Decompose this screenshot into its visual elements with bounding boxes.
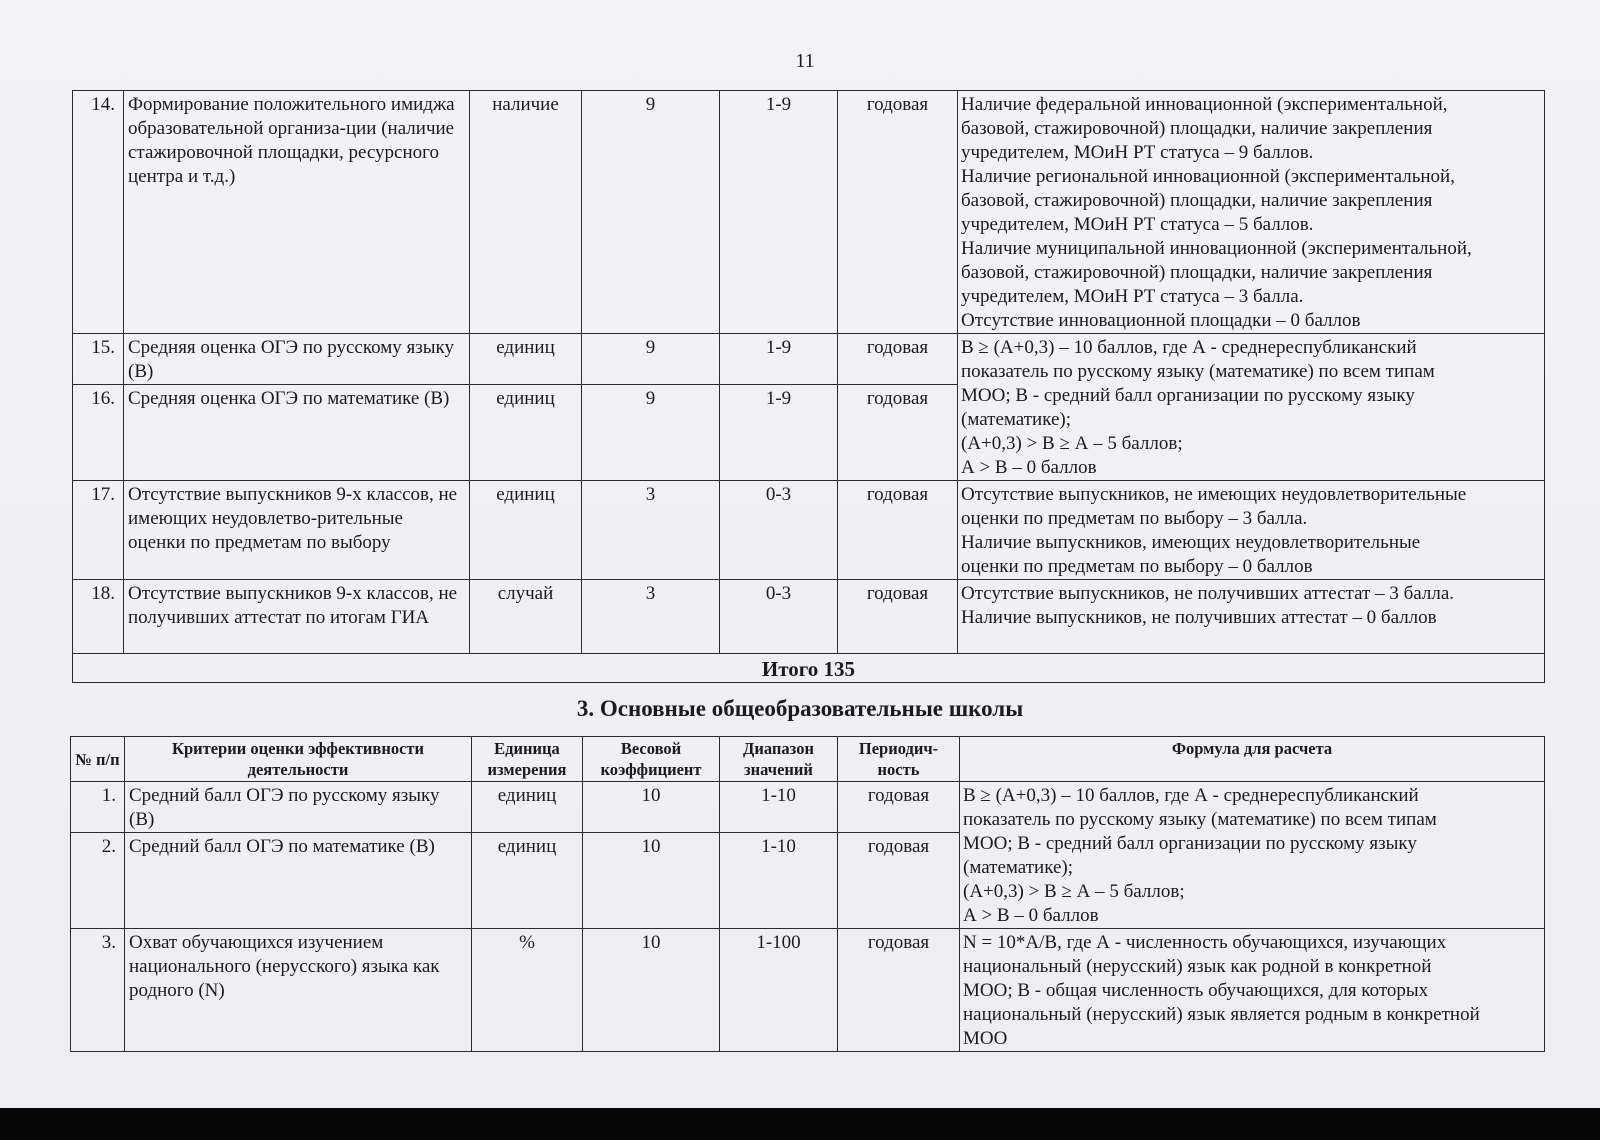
formula-cell (958, 91, 1545, 334)
formula-line: показатель по русскому языку (математике) по всем типам (963, 809, 1437, 830)
table-row (73, 481, 1545, 580)
period-cell: годовая (838, 929, 960, 1052)
formula-line: МОО (963, 1028, 1008, 1049)
formula-line: N = 10*А/В, где А - численность обучающихся, изучающих (963, 932, 1447, 953)
section-title: 3. Основные общеобразовательные школы (576, 696, 1024, 721)
criterion-cell: Средняя оценка ОГЭ по русскому языку (В) (124, 334, 470, 385)
header-weight: Весовой коэффициент (583, 737, 720, 782)
row-number: 3. (71, 929, 125, 1052)
weight-cell: 10 (583, 782, 720, 833)
table-row (71, 782, 1545, 833)
header-range: Диапазон значений (720, 737, 838, 782)
criterion-cell: Охват обучающихся изучением национального (нерусского) языка как родного (N) (125, 929, 472, 1052)
formula-line: учредителем, МОиН РТ статуса – 5 баллов. (961, 214, 1314, 235)
criterion-cell: Средняя оценка ОГЭ по математике (В) (124, 385, 470, 481)
formula-cell (958, 481, 1545, 580)
range-cell: 1-100 (720, 929, 838, 1052)
formula-line: Наличие региональной инновационной (экспериментальной, (961, 166, 1455, 187)
table-row (71, 929, 1545, 1052)
row-number: 2. (71, 833, 125, 929)
formula-line: (математике); (961, 409, 1072, 430)
total-row (73, 654, 1545, 683)
unit-cell: единиц (470, 334, 582, 385)
formula-line: В ≥ (А+0,3) – 10 баллов, где А - среднереспубликанский (961, 337, 1417, 358)
formula-line: показатель по русскому языку (математике) по всем типам (961, 361, 1435, 382)
formula-line: учредителем, МОиН РТ статуса – 9 баллов. (961, 142, 1314, 163)
unit-cell: единиц (470, 385, 582, 481)
scan-bottom-border (0, 1108, 1600, 1140)
weight-cell: 3 (582, 481, 720, 580)
formula-line: оценки по предметам по выбору – 0 баллов (961, 556, 1313, 577)
unit-cell: единиц (472, 782, 583, 833)
formula-line: МОО; В - средний балл организации по русскому языку (961, 385, 1415, 406)
period-cell: годовая (838, 580, 958, 654)
formula-line: (А+0,3) > В ≥ А – 5 баллов; (961, 433, 1183, 454)
formula-line: Наличие выпускников, не получивших аттестат – 0 баллов (961, 607, 1437, 628)
weight-cell: 9 (582, 91, 720, 334)
formula-line: Отсутствие выпускников, не имеющих неудовлетворительные (961, 484, 1467, 505)
range-cell: 0-3 (720, 481, 838, 580)
unit-cell: единиц (470, 481, 582, 580)
formula-line: В ≥ (А+0,3) – 10 баллов, где А - среднереспубликанский (963, 785, 1419, 806)
formula-line: МОО; В - общая численность обучающихся, для которых (963, 980, 1429, 1001)
table-row (73, 334, 1545, 385)
header-criterion: Критерии оценки эффективности деятельности (125, 737, 472, 782)
weight-cell: 9 (582, 385, 720, 481)
unit-cell: % (472, 929, 583, 1052)
range-cell: 1-9 (720, 91, 838, 334)
page-number: 11 (795, 50, 815, 72)
header-period: Периодич-ность (838, 737, 960, 782)
header-formula: Формула для расчета (960, 737, 1545, 782)
row-number: 14. (73, 91, 124, 334)
row-number: 15. (73, 334, 124, 385)
formula-cell (958, 580, 1545, 654)
period-cell: годовая (838, 385, 958, 481)
criteria-table-basic-schools (70, 736, 1545, 1052)
formula-line: базовой, стажировочной) площадки, наличие закрепления (961, 190, 1433, 211)
criterion-cell: Отсутствие выпускников 9-х классов, не имеющих неудовлетво-рительные оценки по предметам по выбору (124, 481, 470, 580)
table-row (73, 91, 1545, 334)
formula-line: Наличие выпускников, имеющих неудовлетворительные (961, 532, 1421, 553)
row-number: 17. (73, 481, 124, 580)
formula-line: Отсутствие инновационной площадки – 0 баллов (961, 310, 1361, 331)
row-number: 18. (73, 580, 124, 654)
formula-line: оценки по предметам по выбору – 3 балла. (961, 508, 1308, 529)
formula-line: национальный (нерусский) язык является родным в конкретной (963, 1004, 1480, 1025)
formula-line: национальный (нерусский) язык как родной в конкретной (963, 956, 1432, 977)
period-cell: годовая (838, 91, 958, 334)
total-label: Итого 135 (73, 654, 1545, 683)
range-cell: 1-9 (720, 334, 838, 385)
formula-line: МОО; В - средний балл организации по русскому языку (963, 833, 1417, 854)
formula-line: базовой, стажировочной) площадки, наличие закрепления (961, 262, 1433, 283)
formula-line: А > В – 0 баллов (961, 457, 1097, 478)
period-cell: годовая (838, 481, 958, 580)
formula-cell (960, 782, 1545, 929)
formula-line: А > В – 0 баллов (963, 905, 1099, 926)
formula-line: Отсутствие выпускников, не получивших аттестат – 3 балла. (961, 583, 1454, 604)
period-cell: годовая (838, 334, 958, 385)
range-cell: 1-9 (720, 385, 838, 481)
criterion-cell: Формирование положительного имиджа образовательной организа-ции (наличие стажировочной площадки, ресурсного центра и т.д.) (124, 91, 470, 334)
formula-line: учредителем, МОиН РТ статуса – 3 балла. (961, 286, 1304, 307)
range-cell: 0-3 (720, 580, 838, 654)
weight-cell: 10 (583, 929, 720, 1052)
formula-cell (958, 334, 1545, 481)
header-num: № п/п (71, 737, 125, 782)
row-number: 1. (71, 782, 125, 833)
period-cell: годовая (838, 833, 960, 929)
unit-cell: случай (470, 580, 582, 654)
table-row (73, 580, 1545, 654)
unit-cell: единиц (472, 833, 583, 929)
criterion-cell: Средний балл ОГЭ по русскому языку (В) (125, 782, 472, 833)
unit-cell: наличие (470, 91, 582, 334)
range-cell: 1-10 (720, 782, 838, 833)
formula-line: (математике); (963, 857, 1074, 878)
table-header-row (71, 737, 1545, 782)
header-unit: Единица измерения (472, 737, 583, 782)
formula-cell (960, 929, 1545, 1052)
formula-line: Наличие федеральной инновационной (экспериментальной, (961, 94, 1448, 115)
range-cell: 1-10 (720, 833, 838, 929)
weight-cell: 10 (583, 833, 720, 929)
criterion-cell: Отсутствие выпускников 9-х классов, не получивших аттестат по итогам ГИА (124, 580, 470, 654)
formula-line: Наличие муниципальной инновационной (экспериментальной, (961, 238, 1472, 259)
criterion-cell: Средний балл ОГЭ по математике (В) (125, 833, 472, 929)
weight-cell: 9 (582, 334, 720, 385)
row-number: 16. (73, 385, 124, 481)
formula-line: (А+0,3) > В ≥ А – 5 баллов; (963, 881, 1185, 902)
criteria-table-continued (72, 90, 1545, 683)
formula-line: базовой, стажировочной) площадки, наличие закрепления (961, 118, 1433, 139)
weight-cell: 3 (582, 580, 720, 654)
period-cell: годовая (838, 782, 960, 833)
